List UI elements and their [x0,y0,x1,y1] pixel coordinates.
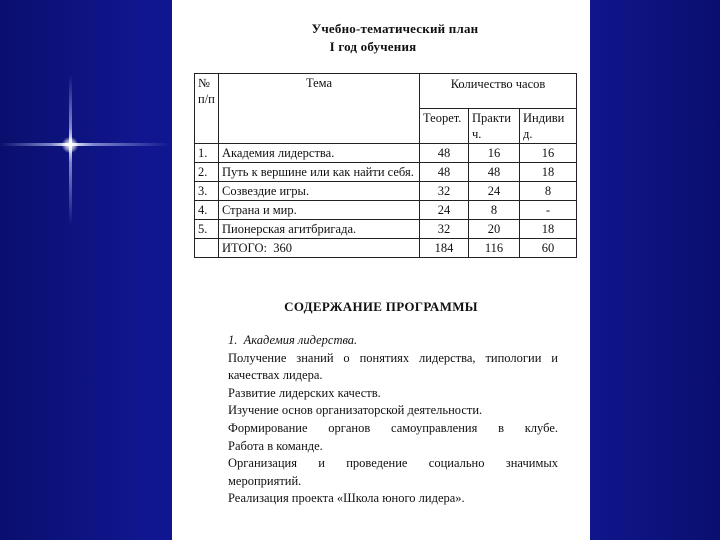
lens-flare-core [62,137,78,153]
document-page [172,0,590,540]
content-paragraph: Получение знаний о понятиях лидерства, типологии и качествах лидера. [228,350,558,383]
row-practice: 8 [469,201,520,220]
content-paragraph: Формирование органов самоуправления в клубе. [228,420,558,435]
header-num: № п/п [195,74,219,144]
row-theory: 48 [420,144,469,163]
table-row [195,144,577,163]
content-paragraph: Изучение основ организаторской деятельности. [228,403,483,418]
table-row [195,163,577,182]
row-topic: Пионерская агитбригада. [219,220,420,239]
table-header-row [195,74,577,109]
row-individual: 8 [520,182,577,201]
row-num: 3. [195,182,219,201]
row-theory: 32 [420,182,469,201]
row-practice: 16 [469,144,520,163]
header-practice: Практич. [469,109,520,144]
total-theory: 184 [420,239,469,258]
row-individual: 16 [520,144,577,163]
header-hours: Количество часов [420,74,577,109]
row-topic: Страна и мир. [219,201,420,220]
content-paragraph: Реализация проекта «Школа юного лидера». [228,491,465,506]
document-subtitle: I год обучения [329,39,417,54]
lens-flare-horizontal [0,143,170,146]
row-topic: Путь к вершине или как найти себя. [219,163,420,182]
total-practice: 116 [469,239,520,258]
content-paragraph: Работа в команде. [228,438,323,453]
total-individual: 60 [520,239,577,258]
table-row [195,201,577,220]
row-theory: 48 [420,163,469,182]
row-num: 1. [195,144,219,163]
header-individual: Индивид. [520,109,577,144]
content-heading: 1. Академия лидерства. [228,333,358,347]
row-topic: Созвездие игры. [219,182,420,201]
header-topic: Тема [219,74,420,144]
table-total-row [195,239,577,258]
content-paragraph: Организация и проведение социально значимых мероприятий. [228,456,558,488]
row-topic: Академия лидерства. [219,144,420,163]
row-num: 5. [195,220,219,239]
row-practice: 24 [469,182,520,201]
document-title: Учебно-тематический план [311,21,479,36]
row-theory: 24 [420,201,469,220]
program-content [228,332,558,508]
content-paragraph: Развитие лидерских качеств. [228,385,381,400]
row-individual: 18 [520,220,577,239]
row-theory: 32 [420,220,469,239]
section-title: СОДЕРЖАНИЕ ПРОГРАММЫ [284,299,478,314]
row-individual: 18 [520,163,577,182]
row-num: 4. [195,201,219,220]
row-practice: 48 [469,163,520,182]
row-practice: 20 [469,220,520,239]
total-label: ИТОГО: 360 [219,239,420,258]
total-num [195,239,219,258]
curriculum-table [194,73,577,258]
header-theory: Теорет. [420,109,469,144]
table-row [195,220,577,239]
row-individual: - [520,201,577,220]
table-row [195,182,577,201]
row-num: 2. [195,163,219,182]
